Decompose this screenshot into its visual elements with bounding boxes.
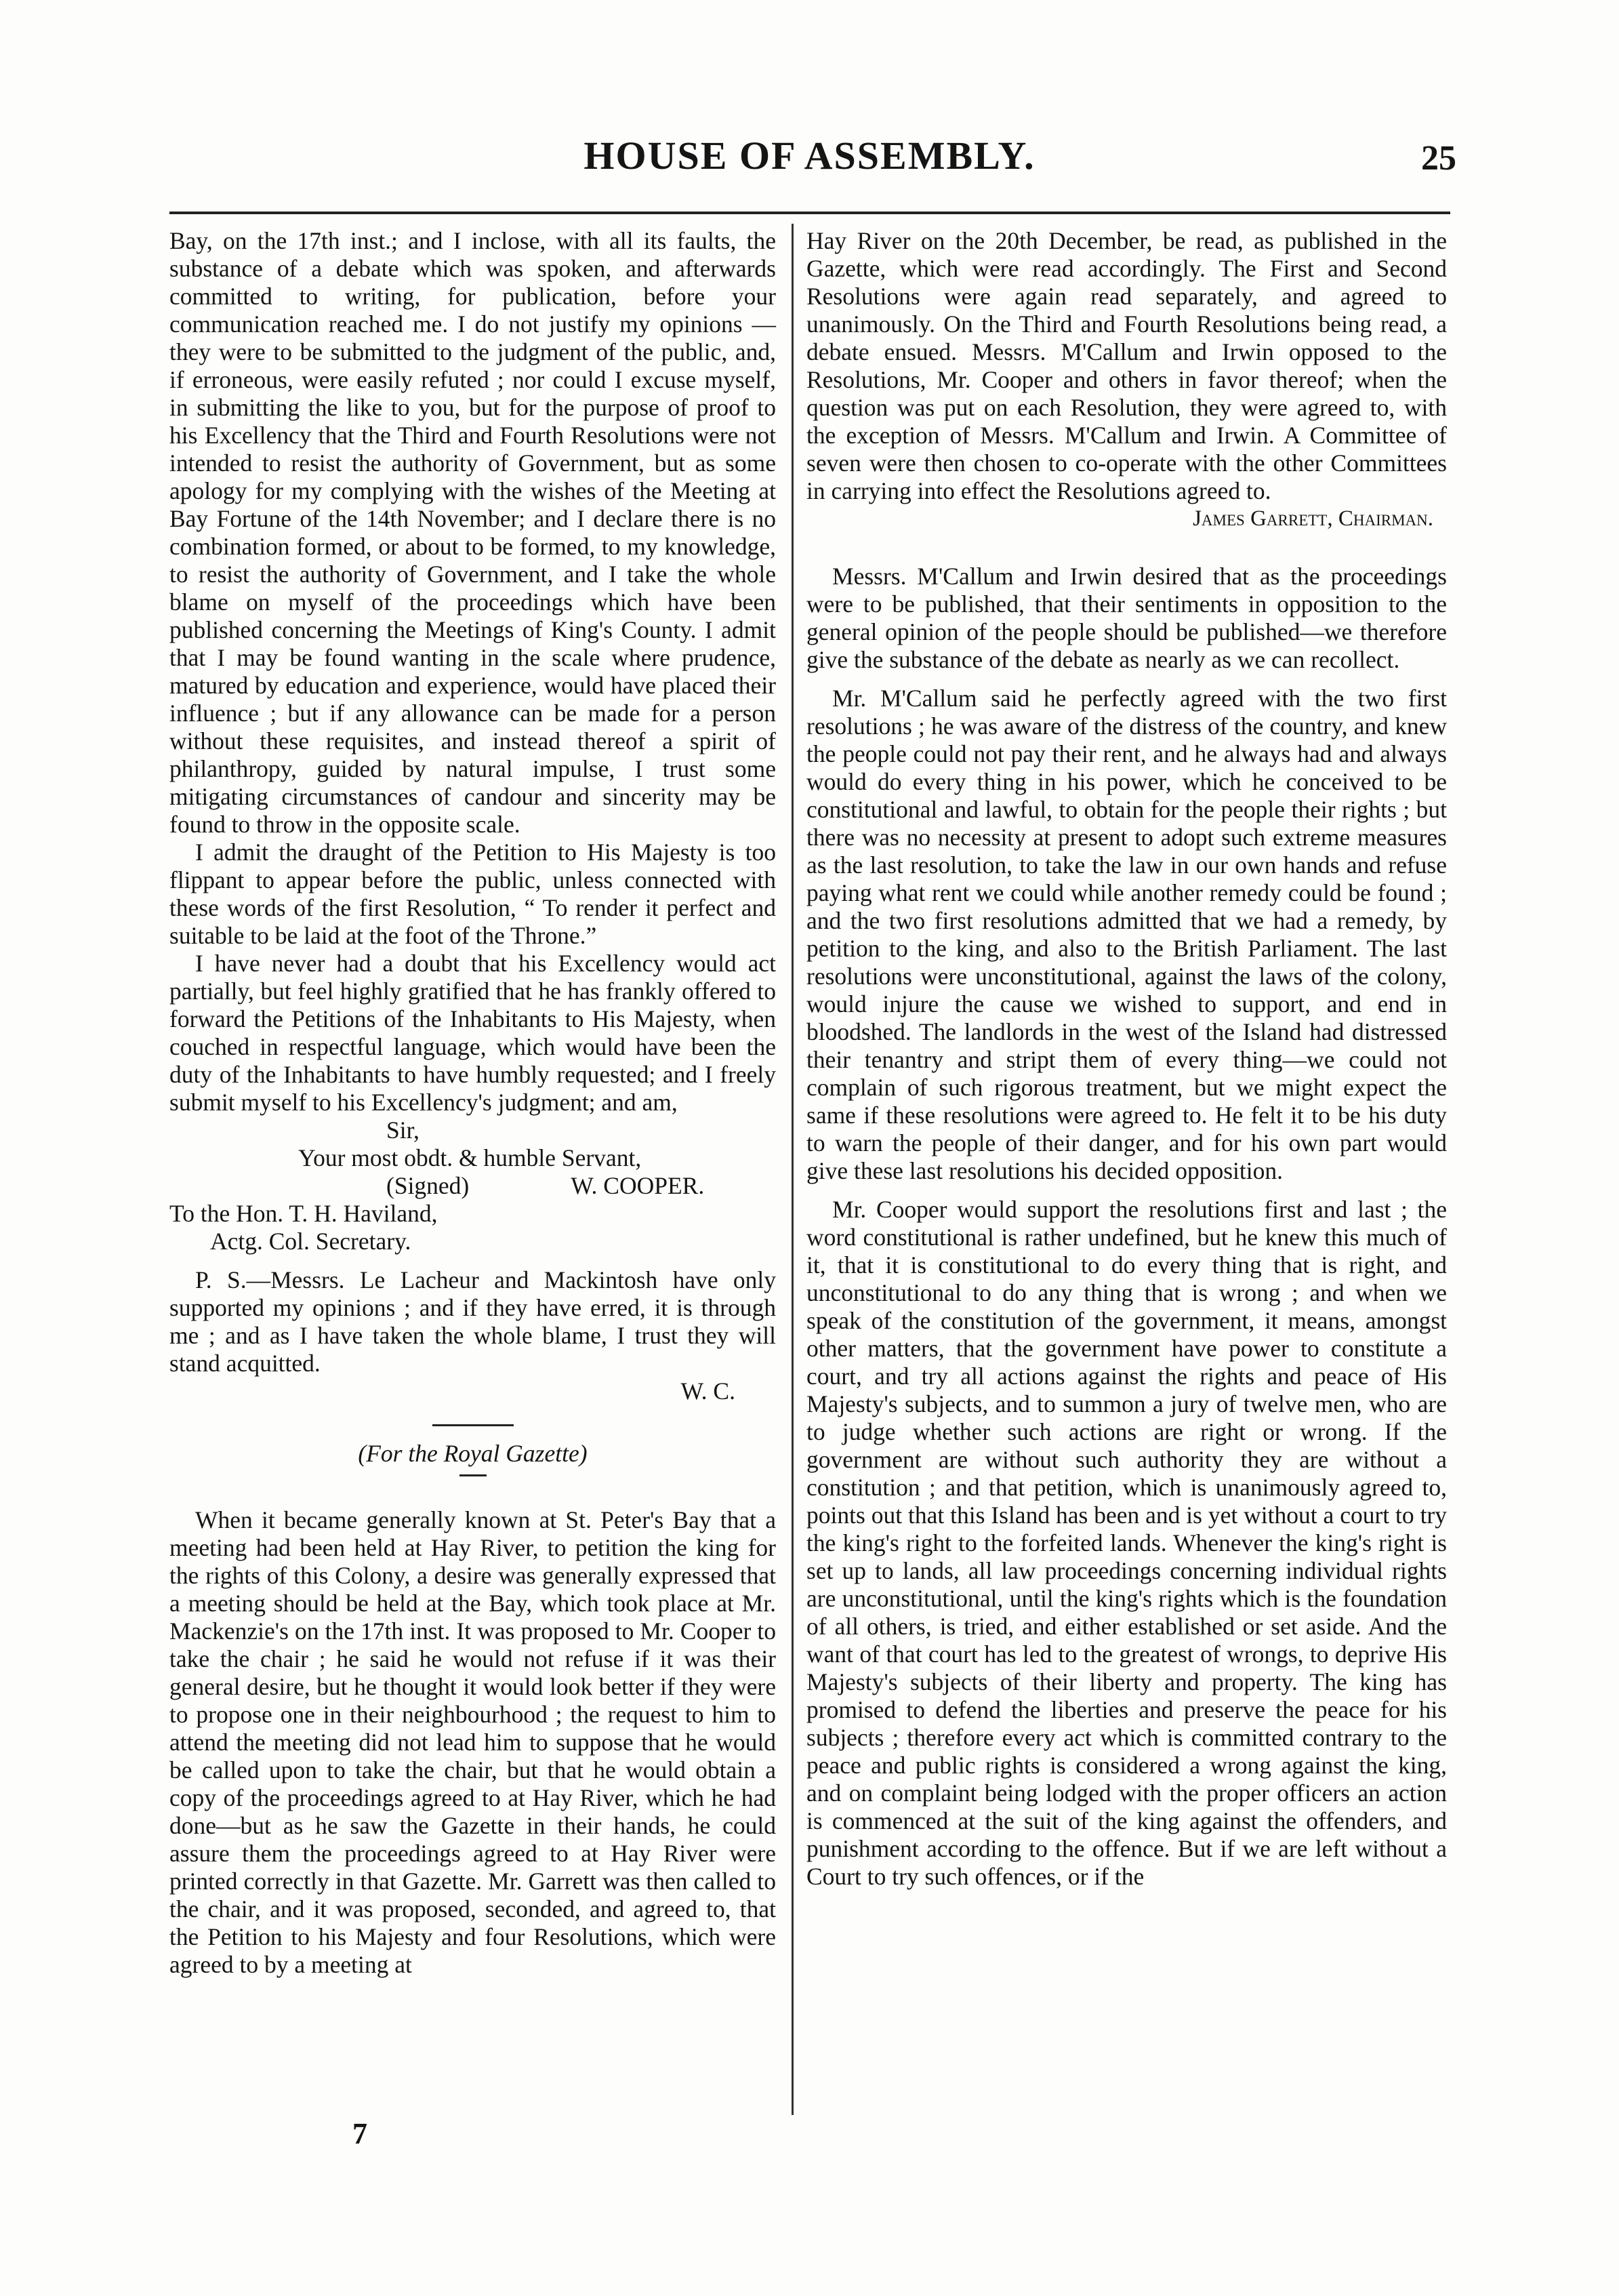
mccallum-speech: Mr. M'Callum said he perfectly agreed with the two first resolutions ; he was aware of the distress of the country, and knew the people could not pay their rent, and he always had and always would do every thing in his power, which he conceived to be constitutional and lawful, to obtain for the people their rights ; but there was no necessity at present to adopt such extreme measures as the last resolution, to take the law in our own hands and refuse paying what rent we could while another remedy could be found ; and the two first resolutions admitted that we had a remedy, by petition to the king, and also to the British Parliament. The last resolutions were unconstitutional, against the laws of the colony, would injure the cause we wished to support, and end in bloodshed. The landlords in the west of the Island had distressed their tenantry and stript them of every thing—we could not complain of such rigorous treatment, but we might expect the same if these resolutions were agreed to. He felt it to be his duty to warn the people of their danger, and for his own part would give these last resolutions his decided opposition.: [806, 685, 1447, 1184]
source-heading: (For the Royal Gazette): [358, 1440, 588, 1467]
letter-paragraph-2: I admit the draught of the Petition to His Majesty is too flippant to appear before the public, unless connected with these words of the first Resolution, “ To render it perfect and suitable to be laid at the foot of the Throne.”: [169, 839, 776, 949]
initials: W. C.: [680, 1377, 735, 1405]
salutation: Sir,: [386, 1116, 419, 1144]
page-number: 25: [1421, 139, 1456, 178]
signature-line: [169, 1172, 776, 1200]
left-column: [169, 227, 776, 1979]
letter-closing: Your most obdt. & humble Servant,: [298, 1144, 642, 1171]
letter-paragraph-1: Bay, on the 17th inst.; and I inclose, with all its faults, the substance of a debate which was spoken, and afterwards committed to writing, for publication, before your communication reached me. I do not justify my opinions —they were to be submitted to the judgment of the public, and, if erroneous, were easily refuted ; nor could I excuse myself, in submitting the like to you, but for the purpose of proof to his Excellency that the Third and Fourth Resolutions were not intended to resist the authority of Government, but as some apology for my complying with the wishes of the Meeting at Bay Fortune of the 14th November; and I declare there is no combination formed, or about to be formed, to my knowledge, to resist the authority of Government, and I take the whole blame on myself of the proceedings which have been published concerning the Meetings of King's County. I admit that I may be found wanting in the scale where prudence, matured by education and experience, would have placed their influence ; but if any allowance can be made for a person without these requisites, and instead thereof a spirit of philanthropy, guided by natural impulse, I trust some mitigating circumstances of candour and sincerity may be found to throw in the opposite scale.: [169, 227, 776, 838]
running-title: HOUSE OF ASSEMBLY.: [583, 134, 1036, 178]
printer-signature-mark: 7: [352, 2117, 367, 2150]
header-rule: [169, 212, 1450, 214]
signed-note: (Signed): [386, 1172, 470, 1199]
chairman-signature: James Garrett, Chairman.: [1193, 506, 1433, 531]
section-divider: [432, 1424, 514, 1426]
column-divider: [792, 224, 794, 2115]
report-paragraph: When it became generally known at St. Peter's Bay that a meeting had been held at Hay River, to petition the king for the rights of this Colony, a desire was generally expressed that a meeting should be held at the Bay, which took place at Mr. Mackenzie's on the 17th inst. It was proposed to Mr. Cooper to take the chair ; he said he would not refuse if it was their general desire, but he thought it would look better if they were to propose one in their neighbourhood ; the request to him to attend the meeting did not lead him to suppose that he would be called upon to take the chair, but that he would obtain a copy of the proceedings agreed to at Hay River, which he had done—but as he saw the Gazette in their hands, he could assure them the proceedings agreed to at Hay River were printed correctly in that Gazette. Mr. Garrett was then called to the chair, and it was proposed, seconded, and agreed to, that the Petition to his Majesty and four Resolutions, which were agreed to by a meeting at: [169, 1506, 776, 1978]
addressee-title: Actg. Col. Secretary.: [210, 1228, 411, 1255]
right-column: [806, 227, 1447, 1891]
addressee: To the Hon. T. H. Haviland,: [169, 1200, 438, 1227]
report-continuation: Hay River on the 20th December, be read, as published in the Gazette, which were read accordingly. The First and Second Resolutions were again read separately, and agreed to unanimously. On the Third and Fourth Resolutions being read, a debate ensued. Messrs. M'Callum and Irwin opposed to the Resolutions, Mr. Cooper and others in favor thereof; when the question was put on each Resolution, they were agreed to, with the exception of Messrs. M'Callum and Irwin. A Committee of seven were then chosen to co-operate with the other Committees in carrying into effect the Resolutions agreed to.: [806, 227, 1447, 504]
debate-intro: Messrs. M'Callum and Irwin desired that as the proceedings were to be published, that their sentiments in opposition to the general opinion of the people should be published—we therefore give the substance of the debate as nearly as we can recollect.: [806, 563, 1447, 673]
postscript: P. S.—Messrs. Le Lacheur and Mackintosh have only supported my opinions ; and if they have erred, it is through me ; and as I have taken the whole blame, I trust they will stand acquitted.: [169, 1266, 776, 1377]
cooper-speech: Mr. Cooper would support the resolutions first and last ; the word constitutional is rather undefined, but he knew this much of it, that it is constitutional to do every thing that is right, and unconstitutional to do any thing that is wrong ; and when we speak of the constitution of the government, it means, amongst other matters, that the government have power to constitute a court, and try all actions against the rights and peace of His Majesty's subjects, and to summon a jury of twelve men, who are to judge whether such actions are right or wrong. If the government are without such authority they are without a constitution ; and that petition, which is unanimously agreed to, points out that this Island has been and is yet without a court to try the king's right to the forfeited lands. Whenever the king's right is set up to lands, all law proceedings concerning individual rights are unconstitutional, until the king's rights which is the foundation of all others, is tried, and either established or set aside. And the want of that court has led to the greatest of wrongs, to deprive His Majesty's subjects of their liberty and property. The king has promised to defend the liberties and preserve the peace for his subjects ; therefore every act which is committed contrary to the peace and public rights is considered a wrong against the king, and on complaint being lodged with the proper officers an action is commenced at the suit of the king against the offenders, and punishment according to the offence. But if we are left without a Court to try such offences, or if the: [806, 1196, 1447, 1890]
signer-name: W. COOPER.: [571, 1172, 705, 1199]
letter-paragraph-3: I have never had a doubt that his Excellency would act partially, but feel highly gratified that he has frankly offered to forward the Petitions of the Inhabitants to His Majesty, when couched in respectful language, which would have been the duty of the Inhabitants to have humbly requested; and I freely submit myself to his Excellency's judgment; and am,: [169, 950, 776, 1116]
